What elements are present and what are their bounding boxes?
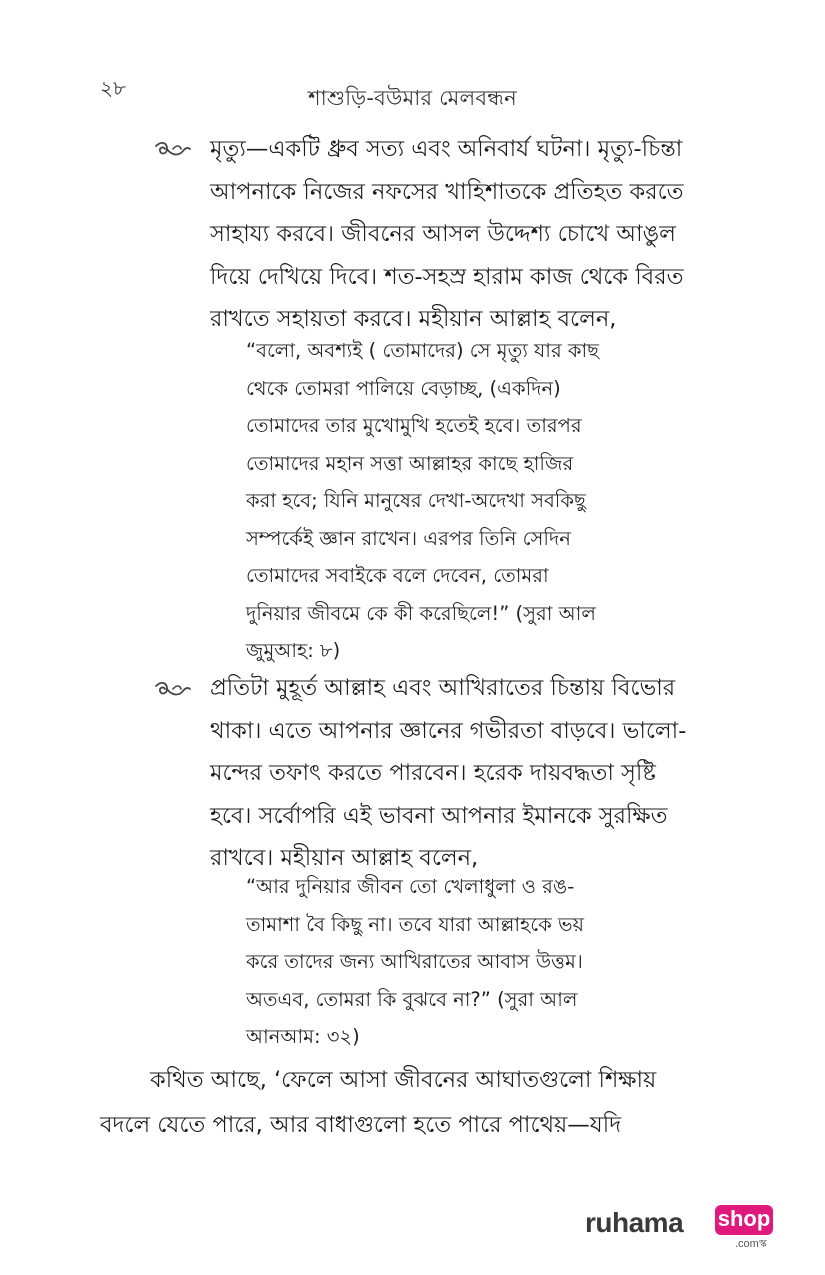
page-number: ২৮: [100, 76, 126, 100]
point-one-text: মৃত্যু—একটি ধ্রুব সত্য এবং অনিবার্য ঘটনা। মৃত্যু-চিন্তা আপনাকে নিজের নফসের খাহিশাতকে প্রতিহত করতে সাহায্য করবে। জীবনের আসল উদ্দেশ্য চোখে আঙুল দিয়ে দেখিয়ে দিবে। শত-সহস্র হারাম কাজ থেকে বিরত রাখতে সহায়তা করবে। মহীয়ান আল্লাহ বলেন,: [210, 136, 684, 332]
ornamental-leaf-bullet-icon: [152, 680, 192, 700]
quote-surah-anam: “আর দুনিয়ার জীবন তো খেলাধুলা ও রঙ- তামাশা বৈ কিছু না। তবে যারা আল্লাহকে ভয় করে তাদের জন্য আখিরাতের আবাস উত্তম। অতএব, তোমরা কি বুঝবে না?” (সুরা আল আনআম: ৩২): [246, 875, 584, 1048]
point-two-text: প্রতিটা মুহূর্ত আল্লাহ এবং আখিরাতের চিন্তায় বিভোর থাকা। এতে আপনার জ্ঞানের গভীরতা বাড়বে। ভালো- মন্দের তফাৎ করতে পারবেন। হরেক দায়বদ্ধতা সৃষ্টি হবে। সর্বোপরি এই ভাবনা আপনার ইমানকে সুরক্ষিত রাখবে। মহীয়ান আল্লাহ বলেন,: [210, 675, 687, 871]
ruhamashop-watermark-logo: [585, 1205, 785, 1250]
running-header-title: শাশুড়ি-বউমার মেলবন্ধন: [308, 86, 517, 110]
logo-badge-text: shop: [717, 1206, 771, 1231]
logo-brand-text: ruhama: [585, 1207, 684, 1238]
ornamental-leaf-bullet-icon: [152, 140, 192, 160]
closing-paragraph: কথিত আছে, ‘ফেলে আসা জীবনের আঘাতগুলো শিক্ষায় বদলে যেতে পারে, আর বাধাগুলো হতে পারে পাথেয়—যদি: [100, 1067, 657, 1138]
quote-surah-jumuah: “বলো, অবশ্যই ( তোমাদের) সে মৃত্যু যার কাছ থেকে তোমরা পালিয়ে বেড়াচ্ছ, (একদিন) তোমাদের তার মুখোমুখি হতেই হবে। তারপর তোমাদের মহান সত্তা আল্লাহর কাছে হাজির করা হবে; যিনি মানুষের দেখা-অদেখা সবকিছু সম্পর্কেই জ্ঞান রাখেন। এরপর তিনি সেদিন তোমাদের সবাইকে বলে দেবেন, তোমরা দুনিয়ার জীবমে কে কী করেছিলে!” (সুরা আল জুমুআহ: ৮): [246, 339, 599, 662]
logo-badge: [715, 1205, 773, 1235]
logo-domain-suffix: .comস্ক: [735, 1238, 767, 1250]
